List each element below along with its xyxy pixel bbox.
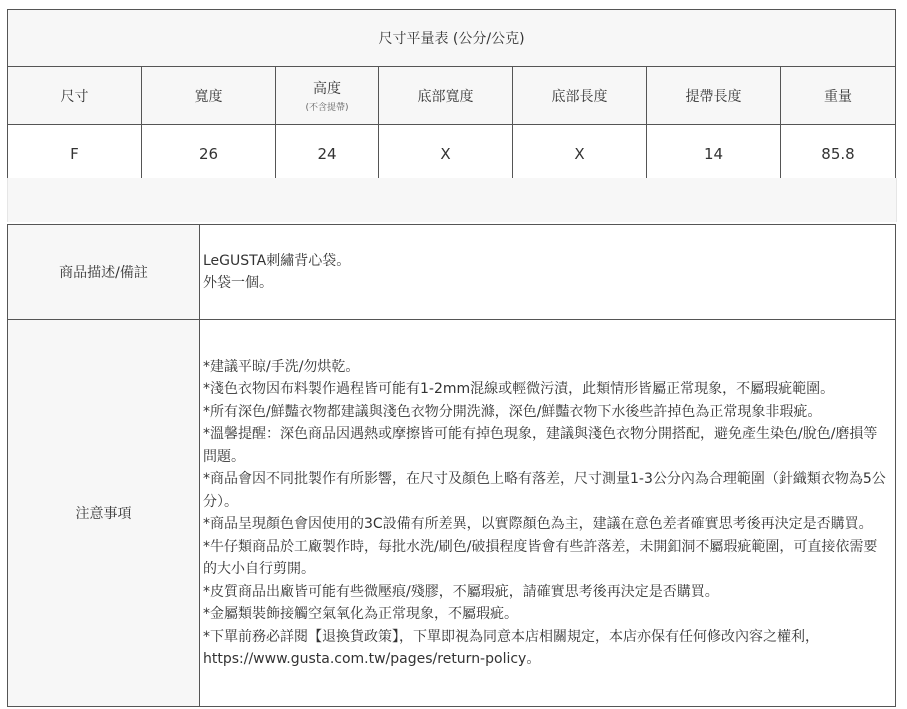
header-label: 寬度: [194, 88, 223, 105]
header-label: 高度: [313, 81, 341, 97]
description-line: 外袋一個。: [203, 275, 273, 291]
size-chart-table: [7, 9, 896, 183]
size-chart-header-row: [8, 67, 896, 125]
header-bottom-length: [513, 67, 647, 125]
notice-label: 注意事項: [8, 320, 200, 707]
size-chart-title: 尺寸平量表 (公分/公克): [8, 10, 896, 67]
notice-content: [200, 320, 896, 707]
notice-line: *商品會因不同批製作有所影響，在尺寸及顏色上略有落差，尺寸測量1-3公分內為合理範圍（針織類衣物為5公分）。: [203, 471, 886, 510]
value-weight: 85.8: [781, 125, 896, 183]
value-bottom-length: X: [513, 125, 647, 183]
description-content: [200, 225, 896, 320]
header-size: [8, 67, 142, 125]
product-info-table: [7, 224, 896, 707]
header-label: 重量: [824, 88, 852, 105]
value-height: 24: [276, 125, 379, 183]
header-strap-length: [647, 67, 781, 125]
notice-line: *建議平晾/手洗/勿烘乾。: [203, 358, 360, 375]
value-size: F: [8, 125, 142, 183]
header-label: 尺寸: [60, 88, 89, 105]
header-bottom-width: [379, 67, 513, 125]
value-bottom-width: X: [379, 125, 513, 183]
size-chart-value-row: [8, 125, 896, 183]
notice-row: [8, 320, 896, 707]
description-label: 商品描述/備註: [8, 225, 200, 320]
description-row: [8, 225, 896, 320]
header-width: [142, 67, 276, 125]
notice-line: *淺色衣物因布料製作過程皆可能有1-2mm混線或輕微污漬，此類情形皆屬正常現象，不屬瑕疵範圍。: [203, 381, 835, 397]
header-weight: [781, 67, 896, 125]
notice-line: *金屬類裝飾接觸空氣氧化為正常現象，不屬瑕疵。: [203, 606, 518, 622]
description-line: LeGUSTA刺繡背心袋。: [203, 252, 351, 269]
notice-line: *所有深色/鮮豔衣物都建議與淺色衣物分開洗滌，深色/鮮豔衣物下水後些許掉色為正常現象非瑕疵。: [203, 403, 822, 420]
section-divider: [7, 178, 897, 222]
header-label: 底部長度: [551, 88, 608, 105]
value-width: 26: [142, 125, 276, 183]
header-height: [276, 67, 379, 125]
notice-line: *溫馨提醒：深色商品因遇熱或摩擦皆可能有掉色現象，建議與淺色衣物分開搭配，避免產生染色/脫色/磨損等問題。: [203, 426, 878, 465]
value-strap-length: 14: [647, 125, 781, 183]
header-note: (不含提帶): [305, 103, 349, 113]
notice-line: *下單前務必詳閱【退換貨政策】，下單即視為同意本店相關規定，本店亦保有任何修改內容之權利，https://www.gusta.com.tw/pages/return-policy。: [203, 628, 819, 667]
header-label: 底部寬度: [417, 88, 474, 105]
header-label: 提帶長度: [685, 88, 742, 105]
notice-line: *皮質商品出廠皆可能有些微壓痕/殘膠，不屬瑕疵，請確實思考後再決定是否購買。: [203, 583, 719, 600]
notice-line: *商品呈現顏色會因使用的3C設備有所差異，以實際顏色為主，建議在意色差者確實思考後再決定是否購買。: [203, 516, 873, 532]
notice-line: *牛仔類商品於工廠製作時，每批水洗/刷色/破損程度皆會有些許落差，未開釦洞不屬瑕疵範圍，可直接依需要的大小自行剪開。: [203, 538, 878, 577]
